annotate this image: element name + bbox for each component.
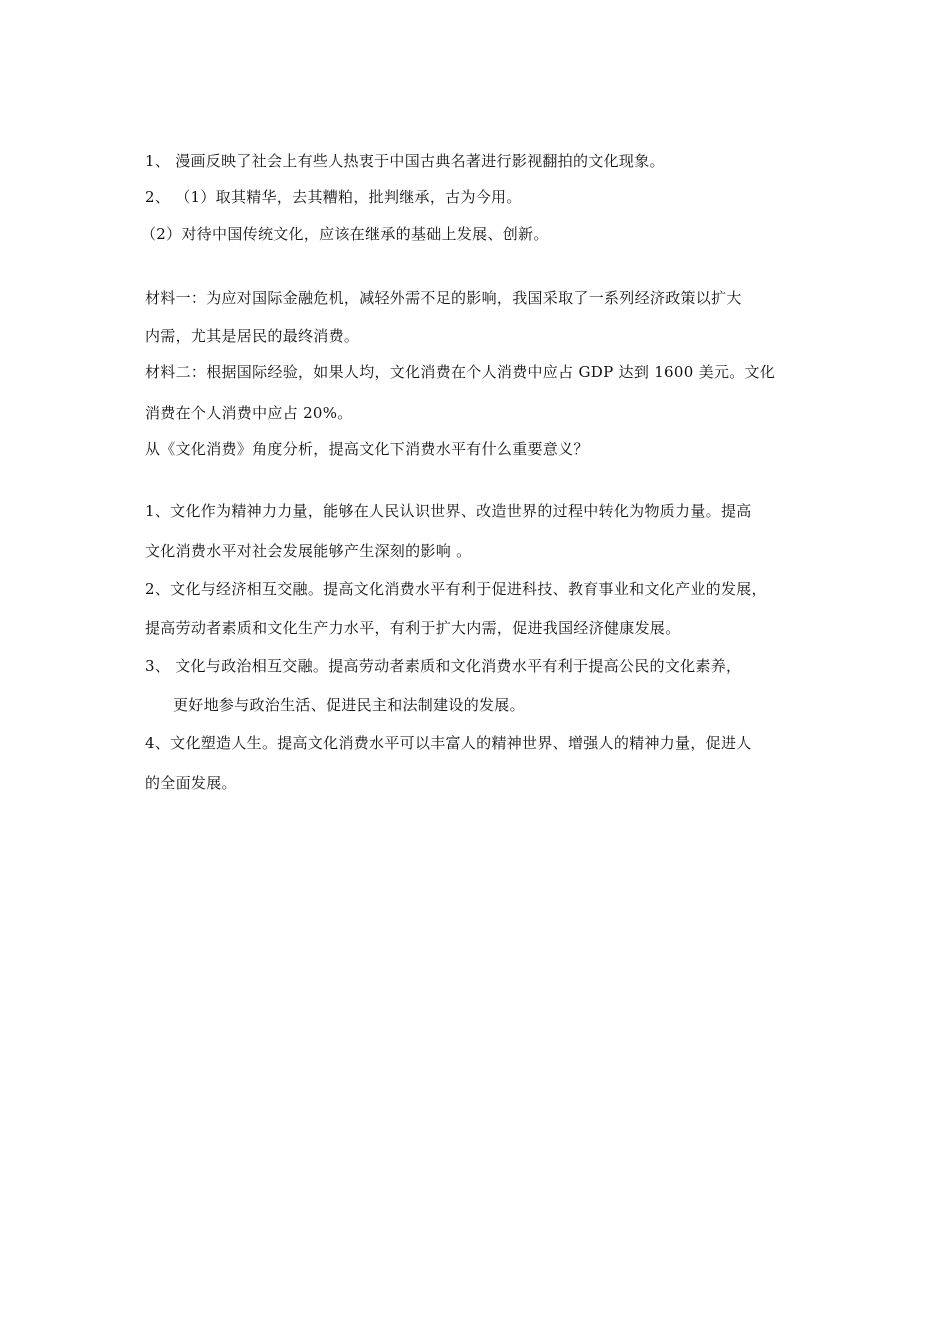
material-1-line-2: 内需，尤其是居民的最终消费。 <box>145 327 360 345</box>
answer-point-1-line-2: 文化消费水平对社会发展能够产生深刻的影响 。 <box>145 542 472 560</box>
question-text: 从《文化消费》角度分析，提高文化下消费水平有什么重要意义？ <box>145 440 589 458</box>
answer-2-sub-text: （2）对待中国传统文化，应该在继承的基础上发展、创新。 <box>141 225 549 243</box>
answer-point-2-line-1: 2、文化与经济相互交融。提高文化消费水平有利于促进科技、教育事业和文化产业的发展， <box>145 580 767 598</box>
answer-point-4-line-1: 4、文化塑造人生。提高文化消费水平可以丰富人的精神世界、增强人的精神力量，促进人 <box>145 734 752 752</box>
material-1-line-1: 材料一：为应对国际金融危机，减轻外需不足的影响，我国采取了一系列经济政策以扩大 <box>145 289 742 307</box>
answer-1-text: 1、 漫画反映了社会上有些人热衷于中国古典名著进行影视翻拍的文化现象。 <box>145 152 665 170</box>
material-2-line-2: 消费在个人消费中应占 20%。 <box>145 404 353 422</box>
answer-2-text: 2、 （1）取其精华，去其糟粕，批判继承，古为今用。 <box>145 188 522 206</box>
material-2-line-1: 材料二：根据国际经验，如果人均，文化消费在个人消费中应占 GDP 达到 1600 美元。文化 <box>145 363 776 381</box>
answer-point-3-line-2: 更好地参与政治生活、促进民主和法制建设的发展。 <box>173 696 525 714</box>
answer-point-4-line-2: 的全面发展。 <box>145 774 237 792</box>
answer-point-1-line-1: 1、文化作为精神力力量，能够在人民认识世界、改造世界的过程中转化为物质力量。提高 <box>145 502 752 520</box>
answer-point-2-line-2: 提高劳动者素质和文化生产力水平，有利于扩大内需，促进我国经济健康发展。 <box>145 619 681 637</box>
answer-point-3-line-1: 3、 文化与政治相互交融。提高劳动者素质和文化消费水平有利于提高公民的文化素养， <box>145 657 742 675</box>
